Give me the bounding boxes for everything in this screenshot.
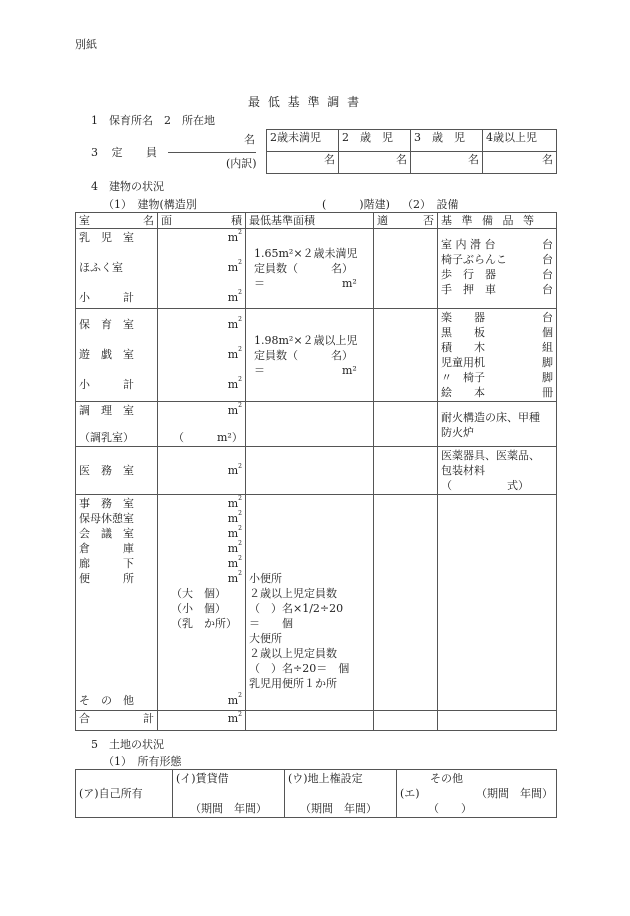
other-rooms	[76, 495, 158, 711]
ownership-lease[interactable]	[173, 770, 285, 818]
group2-formula	[246, 309, 374, 402]
formula2-line2: 定員数（ 名）	[254, 348, 353, 362]
medical-equip-line3: （ 式）	[441, 479, 529, 493]
equip-unit: 冊	[542, 386, 553, 400]
formula1-line2: 定員数（ 名）	[254, 262, 353, 276]
capacity-header-age2: 2 歳 児	[339, 130, 411, 152]
other-label: (エ)	[400, 787, 420, 800]
building-table	[75, 212, 557, 731]
equip-instrument: 楽 器	[441, 311, 485, 325]
room-meeting: 会 議 室	[79, 527, 134, 541]
header-room-name: 室 名	[76, 213, 158, 229]
ownership-label: （1） 所有形態	[103, 755, 182, 768]
equip-unit: 個	[542, 326, 553, 340]
toilet-formula-8: 乳児用便所１か所	[249, 677, 337, 691]
kitchen-equip-line2: 防火炉	[441, 426, 474, 440]
room-corridor: 廊 下	[79, 557, 134, 571]
medical-equip-line1: 医薬器具、医薬品、	[441, 449, 540, 463]
capacity-header-age3: 3 歳 児	[411, 130, 483, 152]
formula1-line3: ＝ m²	[254, 277, 357, 291]
land-ownership-table	[75, 769, 557, 818]
equip-unit: 脚	[542, 371, 553, 385]
section3-label-b: 員	[146, 146, 157, 159]
room-staff-rest: 保母休憩室	[79, 512, 134, 526]
toilet-formula-7: （ ）名÷20＝ 個	[249, 662, 350, 676]
building-structure-label: （1） 建物(構造別	[103, 198, 197, 211]
equip-unit: 台	[542, 253, 553, 267]
group2-compliance[interactable]	[374, 309, 438, 402]
capacity-header-under2: 2歳未満児	[267, 130, 339, 152]
capacity-value-age3[interactable]: 名	[411, 152, 483, 174]
attachment-label: 別紙	[75, 38, 97, 51]
toilet-formula-3: （ ）名×1/2÷20	[249, 602, 344, 616]
toilet-large-count: （大 個）	[171, 587, 226, 601]
kitchen-compliance[interactable]	[374, 402, 438, 447]
header-min-area: 最低基準面積	[246, 213, 374, 229]
group1-formula	[246, 229, 374, 309]
ownership-other[interactable]	[397, 770, 557, 818]
section3-divider-line	[168, 152, 256, 153]
equip-unit: 台	[542, 238, 553, 252]
equip-pushcart: 手 押 車	[441, 283, 496, 297]
equip-unit: 台	[542, 283, 553, 297]
section3-number: 3	[91, 146, 98, 159]
other-compliance[interactable]	[374, 495, 438, 711]
total-equipment	[438, 711, 557, 731]
formula2-line3: ＝ m²	[254, 363, 357, 377]
equip-unit: 台	[542, 268, 553, 282]
capacity-value-over4[interactable]: 名	[483, 152, 557, 174]
section3-label	[91, 146, 157, 159]
total-area[interactable]: $m^2$	[158, 711, 246, 731]
ownership-self[interactable]: (ア)自己所有	[76, 770, 173, 818]
equip-swing: 椅子ぶらんこ	[441, 253, 507, 267]
section1-label: 1 保育所名 2 所在地	[91, 114, 215, 127]
document-title: 最 低 基 準 調 書	[248, 95, 362, 109]
capacity-table	[266, 129, 557, 174]
section5-label: 5 土地の状況	[91, 738, 164, 751]
group2-rooms	[76, 309, 158, 402]
equip-picture-book: 絵 本	[441, 386, 485, 400]
medical-equip-line2: 包装材料	[441, 464, 485, 478]
lease-label: (イ)賃貸借	[176, 772, 229, 785]
other-period: （期間 年間）	[476, 787, 553, 800]
medical-compliance[interactable]	[374, 447, 438, 495]
toilet-formula-4: ＝ 個	[249, 617, 293, 631]
equip-blocks: 積 木	[441, 341, 485, 355]
medical-area[interactable]: $m^2$	[158, 447, 246, 495]
capacity-value-under2[interactable]: 名	[267, 152, 339, 174]
kitchen-min-area	[246, 402, 374, 447]
room-formula-prep: （調乳室）	[79, 431, 134, 445]
other-title: その他	[430, 772, 463, 785]
section4-label: 4 建物の状況	[91, 180, 164, 193]
group1-areas[interactable]: $m^2$ $m^2$ $m^2$	[158, 229, 246, 309]
equip-chair: 〃 椅子	[441, 371, 485, 385]
group1-compliance[interactable]	[374, 229, 438, 309]
equip-unit: 組	[542, 341, 553, 355]
medical-min-area	[246, 447, 374, 495]
formula2-line1: 1.98m²×２歳以上児	[254, 333, 358, 347]
room-medical: 医 務 室	[79, 464, 134, 478]
header-equipment: 基 準 備 品 等	[438, 213, 557, 229]
toilet-formula-1: 小便所	[249, 572, 282, 586]
room-playroom: 遊 戯 室	[79, 348, 134, 362]
medical-equipment	[438, 447, 557, 495]
equip-unit: 脚	[542, 356, 553, 370]
equip-unit: 台	[542, 311, 553, 325]
superficies-period: （期間 年間）	[300, 802, 377, 815]
superficies-label: (ウ)地上権設定	[288, 772, 363, 785]
room-kitchen: 調 理 室	[79, 404, 134, 418]
total-min-area	[246, 711, 374, 731]
other-formula	[246, 495, 374, 711]
toilet-formula-5: 大便所	[249, 632, 282, 646]
capacity-value-age2[interactable]: 名	[339, 152, 411, 174]
total-compliance[interactable]	[374, 711, 438, 731]
equipment-label: （2） 設備	[402, 198, 459, 211]
medical-room	[76, 447, 158, 495]
building-floors-label: ( )階建)	[322, 198, 390, 211]
room-office: 事 務 室	[79, 497, 134, 511]
group2-equipment	[438, 309, 557, 402]
section3-breakdown-label: (内訳)	[226, 157, 257, 170]
lease-period: （期間 年間）	[190, 802, 267, 815]
equip-slide: 室 内 滑 台	[441, 238, 496, 252]
group1-equipment	[438, 229, 557, 309]
equip-walker: 歩 行 器	[441, 268, 496, 282]
room-subtotal2: 小 計	[79, 378, 134, 392]
total-label: 合 計	[76, 711, 158, 731]
room-storage: 倉 庫	[79, 542, 134, 556]
ownership-superficies[interactable]	[285, 770, 397, 818]
room-crawling: ほふく室	[79, 261, 123, 275]
kitchen-room	[76, 402, 158, 447]
room-infant: 乳 児 室	[79, 231, 134, 245]
formula1-line1: 1.65m²×２歳未満児	[254, 247, 358, 261]
section3-unit: 名	[244, 133, 255, 146]
other-blank: （ ）	[428, 802, 472, 815]
toilet-formula-2: ２歳以上児定員数	[249, 587, 337, 601]
other-areas[interactable]: $m^2$ $m^2$ $m^2$ $m^2$ $m^2$ $m^2$ （大 個） （小 個） （乳 か所） $m^2$	[158, 495, 246, 711]
group1-rooms	[76, 229, 158, 309]
equip-desk: 児童用机	[441, 356, 485, 370]
other-equipment	[438, 495, 557, 711]
kitchen-area[interactable]: $m^2$ （ m²）	[158, 402, 246, 447]
toilet-small-count: （小 個）	[171, 602, 226, 616]
toilet-infant-count: （乳 か所）	[171, 617, 237, 631]
kitchen-equipment	[438, 402, 557, 447]
equip-blackboard: 黒 板	[441, 326, 485, 340]
room-subtotal1: 小 計	[79, 291, 134, 305]
room-nursery: 保 育 室	[79, 318, 134, 332]
section3-label-a: 定	[111, 146, 123, 159]
group2-areas[interactable]: $m^2$ $m^2$ $m^2$	[158, 309, 246, 402]
formula-prep-area: （ m²）	[173, 431, 243, 445]
kitchen-equip-line1: 耐火構造の床、甲種	[441, 411, 540, 425]
header-compliance: 適 否	[374, 213, 438, 229]
capacity-header-over4: 4歳以上児	[483, 130, 557, 152]
header-area: 面 積	[158, 213, 246, 229]
room-toilet: 便 所	[79, 572, 134, 586]
room-other: そ の 他	[79, 694, 134, 708]
toilet-formula-6: ２歳以上児定員数	[249, 647, 337, 661]
